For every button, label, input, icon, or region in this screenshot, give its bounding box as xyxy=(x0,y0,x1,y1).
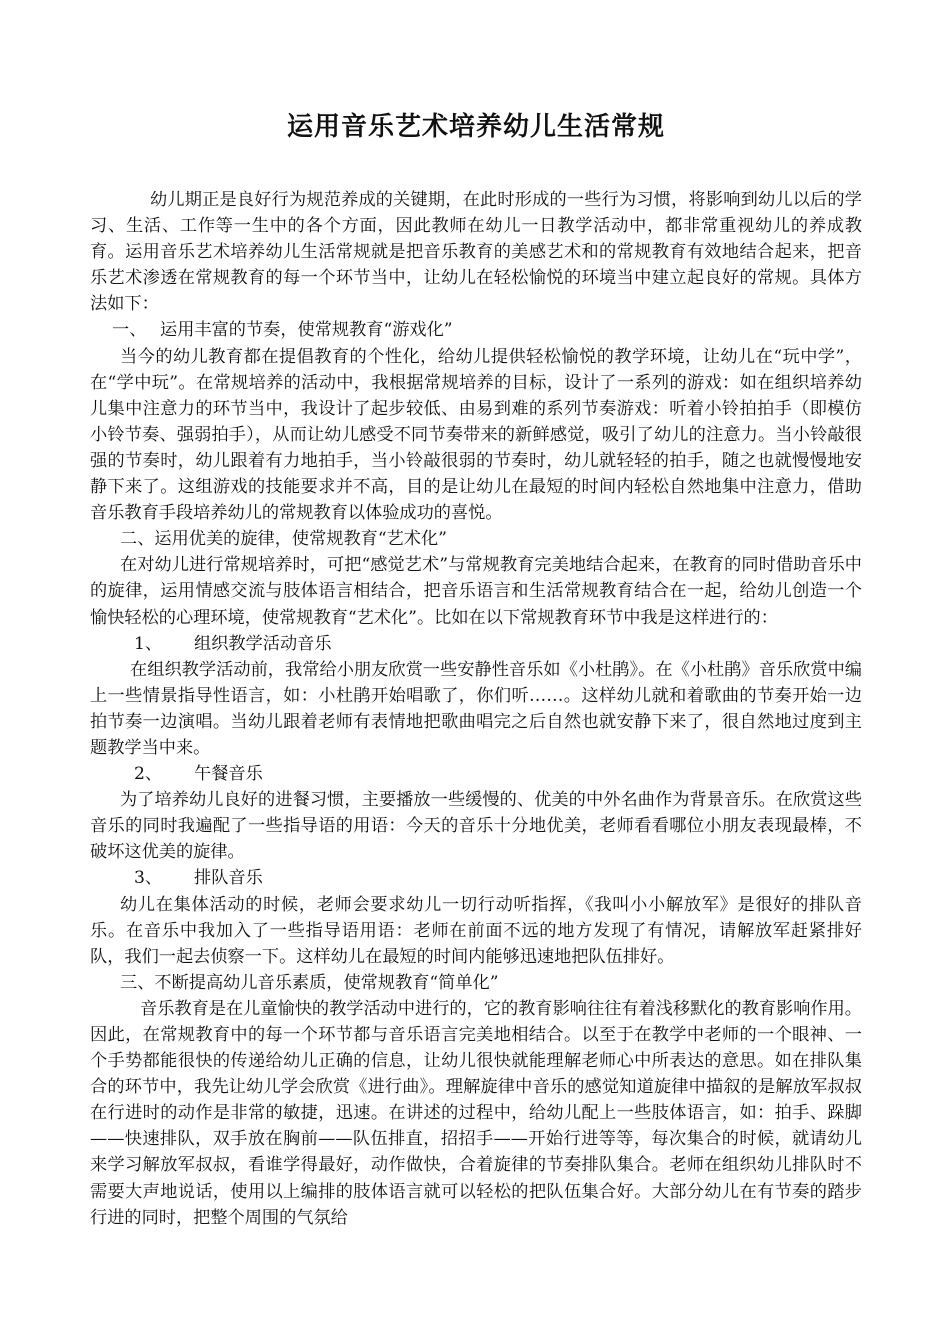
subsection-2-2-number: 2、 xyxy=(134,764,163,785)
document-body xyxy=(90,187,862,1231)
subsection-2-3-heading xyxy=(90,865,862,891)
section-2-heading: 二、运用优美的旋律，使常规教育“艺术化” xyxy=(120,529,447,550)
section-1-title: 运用丰富的节奏，使常规教育“游戏化” xyxy=(160,320,453,341)
subsection-2-2-heading xyxy=(90,761,862,787)
subsection-2-3-title: 排队音乐 xyxy=(194,868,263,889)
subsection-2-3-number: 3、 xyxy=(134,868,163,889)
subsection-2-1-title: 组织教学活动音乐 xyxy=(194,633,332,654)
section-1-paragraph: 当今的幼儿教育都在提倡教育的个性化，给幼儿提供轻松愉悦的教学环境，让幼儿在“玩中学”，在“学中玩”。在常规培养的活动中，我根据常规培养的目标，设计了一系列的游戏：如在组织培养幼儿集中注意力的环节当中，我设计了起步较低、由易到难的系列节奏游戏：听着小铃拍拍手（即模仿小铃节奏、强弱拍手），从而让幼儿感受不同节奏带来的新鲜感觉，吸引了幼儿的注意力。当小铃敲很强的节奏时，幼儿跟着有力地拍手，当小铃敲很弱的节奏时，幼儿就轻轻的拍手，随之也就慢慢地安静下来了。这组游戏的技能要求并不高，目的是让幼儿在最短的时间内轻松自然地集中注意力，借助音乐教育手段培养幼儿的常规教育以体验成功的喜悦。 xyxy=(90,346,862,524)
section-2-paragraph: 在对幼儿进行常规培养时，可把“感觉艺术”与常规教育完美地结合起来，在教育的同时借助音乐中的旋律，运用情感交流与肢体语言相结合，把音乐语言和生活常规教育结合在一起，给幼儿创造一个愉快轻松的心理环境，使常规教育“艺术化”。比如在以下常规教育环节中我是这样进行的： xyxy=(90,555,862,628)
subsection-2-3-paragraph: 幼儿在集体活动的时候，老师会要求幼儿一切行动听指挥，《我叫小小解放军》是很好的排队音乐。在音乐中我加入了一些指导语用语：老师在前面不远的地方发现了有情况，请解放军赶紧排好队，我们一起去侦察一下。这样幼儿在最短的时间内能够迅速地把队伍排好。 xyxy=(90,894,862,967)
document-title: 运用音乐艺术培养幼儿生活常规 xyxy=(286,112,665,142)
document-page xyxy=(90,0,862,1231)
section-3-heading: 三、不断提高幼儿音乐素质，使常规教育“简单化” xyxy=(120,972,499,993)
subsection-2-2-title: 午餐音乐 xyxy=(194,764,263,785)
subsection-2-1-heading xyxy=(90,631,862,657)
subsection-2-2-paragraph: 为了培养幼儿良好的进餐习惯，主要播放一些缓慢的、优美的中外名曲作为背景音乐。在欣赏这些音乐的同时我遍配了一些指导语的用语：今天的音乐十分地优美，老师看看哪位小朋友表现最棒，不破坏这优美的旋律。 xyxy=(90,790,862,863)
subsection-2-1-paragraph: 在组织教学活动前，我常给小朋友欣赏一些安静性音乐如《小杜鹃》。在《小杜鹃》音乐欣赏中编上一些情景指导性语言，如：小杜鹃开始唱歌了，你们听……。这样幼儿就和着歌曲的节奏开始一边拍节奏一边演唱。当幼儿跟着老师有表情地把歌曲唱完之后自然也就安静下来了，很自然地过度到主题教学当中来。 xyxy=(90,659,862,758)
section-1-heading xyxy=(90,317,862,343)
subsection-2-1-number: 1、 xyxy=(134,633,163,654)
intro-paragraph: 幼儿期正是良好行为规范养成的关键期，在此时形成的一些行为习惯，将影响到幼儿以后的学习、生活、工作等一生中的各个方面，因此教师在幼儿一日教学活动中，都非常重视幼儿的养成教育。运用音乐艺术培养幼儿生活常规就是把音乐教育的美感艺术和的常规教育有效地结合起来，把音乐艺术渗透在常规教育的每一个环节当中，让幼儿在轻松愉悦的环境当中建立起良好的常规。具体方法如下： xyxy=(90,190,862,315)
section-3-paragraph: 音乐教育是在儿童愉快的教学活动中进行的，它的教育影响往往有着浅移默化的教育影响作用。因此，在常规教育中的每一个环节都与音乐语言完美地相结合。以至于在教学中老师的一个眼神、一个手势都能很快的传递给幼儿正确的信息，让幼儿很快就能理解老师心中所表达的意思。如在排队集合的环节中，我先让幼儿学会欣赏《进行曲》。理解旋律中音乐的感觉知道旋律中描叙的是解放军叔叔在行进时的动作是非常的敏捷，迅速。在讲述的过程中，给幼儿配上一些肢体语言，如：拍手、跺脚——快速排队，双手放在胸前——队伍排直，招招手——开始行进等等，每次集合的时候，就请幼儿来学习解放军叔叔，看谁学得最好，动作做快，合着旋律的节奏排队集合。老师在组织幼儿排队时不需要大声地说话，使用以上编排的肢体语言就可以轻松的把队伍集合好。大部分幼儿在有节奏的踏步行进的同时，把整个周围的气氛给 xyxy=(90,998,862,1228)
section-1-number: 一、 xyxy=(112,320,147,341)
